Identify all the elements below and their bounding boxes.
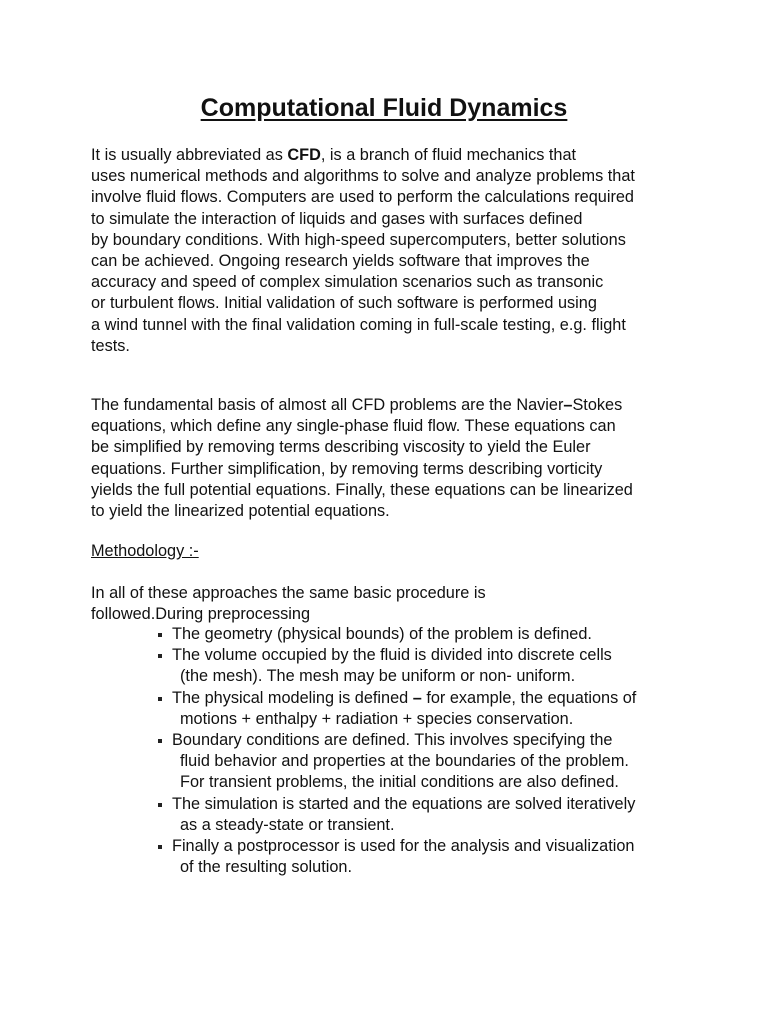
text-line: yields the full potential equations. Finally, these equations can be linearized [91, 480, 633, 499]
list-item-text: of the resulting solution. [180, 858, 352, 877]
text-line [91, 145, 711, 166]
procedure-steps-list [157, 624, 717, 878]
text-line: be simplified by removing terms describing viscosity to yield the Euler [91, 438, 591, 457]
square-bullet-icon [158, 803, 162, 807]
text-line: to simulate the interaction of liquids and gases with surfaces defined [91, 209, 583, 228]
navier-stokes-paragraph [91, 395, 711, 522]
square-bullet-icon [158, 654, 162, 658]
list-item-text: Finally a postprocessor is used for the analysis and visualization [172, 837, 635, 856]
text-line: can be achieved. Ongoing research yields software that improves the [91, 252, 590, 271]
text-line: by boundary conditions. With high-speed supercomputers, better solutions [91, 230, 626, 249]
list-item [157, 794, 717, 836]
list-item-text: The geometry (physical bounds) of the problem is defined. [172, 625, 592, 643]
list-item-text: for example, the equations of [421, 688, 637, 707]
text-line: In all of these approaches the same basic procedure is [91, 584, 486, 602]
list-item-text: (the mesh). The mesh may be uniform or non- uniform. [180, 667, 576, 686]
list-item-text: Boundary conditions are defined. This involves specifying the [172, 731, 613, 750]
intro-paragraph [91, 145, 711, 357]
en-dash: – [412, 688, 422, 707]
list-item-text: For transient problems, the initial conditions are also defined. [180, 773, 619, 792]
text-line: or turbulent flows. Initial validation of such software is performed using [91, 294, 597, 313]
square-bullet-icon [158, 697, 162, 701]
methodology-heading: Methodology :- [91, 542, 199, 560]
list-item [157, 730, 717, 794]
list-item-text: The simulation is started and the equations are solved iteratively [172, 794, 636, 813]
en-dash: – [563, 396, 573, 414]
text-run: , is a branch of fluid mechanics that [320, 146, 577, 164]
list-item-text: motions + enthalpy + radiation + species conservation. [180, 709, 574, 728]
text-line [91, 395, 711, 416]
text-line: tests. [91, 336, 130, 355]
text-run: It is usually abbreviated as [91, 146, 288, 164]
text-run: Stokes [572, 396, 623, 414]
procedure-paragraph [91, 583, 711, 625]
square-bullet-icon [158, 845, 162, 849]
text-line: to yield the linearized potential equations. [91, 502, 390, 521]
text-line: a wind tunnel with the final validation coming in full-scale testing, e.g. flight [91, 315, 626, 334]
text-line: involve fluid flows. Computers are used to perform the calculations required [91, 188, 634, 207]
list-item [157, 688, 717, 730]
list-item [157, 624, 717, 645]
list-item [157, 836, 717, 878]
list-item-text: fluid behavior and properties at the boundaries of the problem. [180, 752, 629, 771]
cfd-abbreviation: CFD [287, 146, 321, 164]
list-item-text: as a steady-state or transient. [180, 815, 395, 834]
square-bullet-icon [158, 739, 162, 743]
square-bullet-icon [158, 633, 162, 637]
text-line: followed.During preprocessing [91, 605, 311, 624]
text-line: uses numerical methods and algorithms to solve and analyze problems that [91, 167, 635, 186]
list-item [157, 645, 717, 687]
text-run: The fundamental basis of almost all CFD problems are the Navier [91, 396, 564, 414]
list-item-text: The volume occupied by the fluid is divided into discrete cells [172, 646, 612, 665]
list-item-text: The physical modeling is defined [172, 688, 413, 707]
text-line: equations. Further simplification, by removing terms describing vorticity [91, 459, 603, 478]
text-line: equations, which define any single-phase fluid flow. These equations can [91, 417, 616, 436]
text-line: accuracy and speed of complex simulation scenarios such as transonic [91, 273, 604, 292]
page-title: Computational Fluid Dynamics [200, 94, 568, 122]
